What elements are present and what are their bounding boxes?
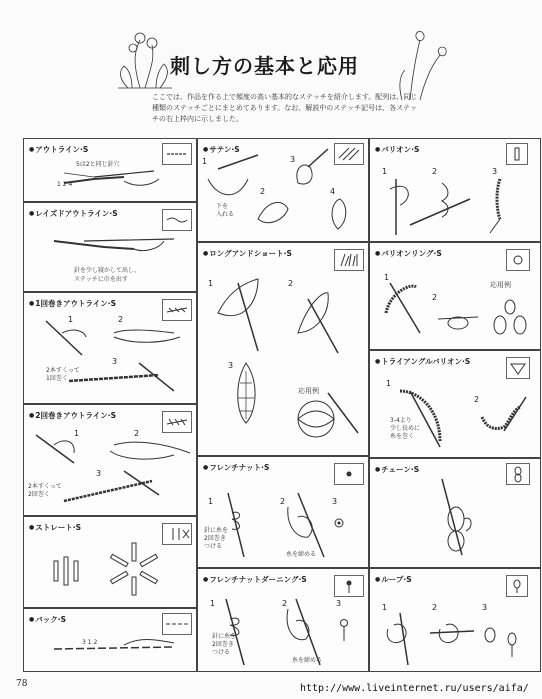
long-short-diagram bbox=[198, 243, 370, 457]
instruction-note-4: 糸を締める bbox=[292, 657, 323, 664]
panel-title: ● バリオン·S bbox=[375, 144, 419, 155]
panel-title: ● レイズドアウトライン·S bbox=[29, 208, 118, 219]
instruction-note-2: 2回巻き bbox=[212, 641, 234, 648]
panel-one-wrap-outline bbox=[23, 292, 197, 404]
panel-title: ● バック·S bbox=[29, 614, 66, 625]
applied-example-label: 応用例 bbox=[490, 281, 511, 289]
bullion-ring-diagram bbox=[370, 243, 542, 351]
instruction-note-4: 糸を締める bbox=[286, 551, 317, 558]
panel-title: ● サテン·S bbox=[203, 144, 240, 155]
page-number: 78 bbox=[16, 679, 28, 689]
panel-title: ● チェーン·S bbox=[375, 464, 419, 475]
instruction-note-2: ステッチに巾を出す bbox=[74, 276, 128, 283]
chain-stitch-diagram bbox=[370, 459, 542, 569]
stitch-numbers: 3 1 2 bbox=[82, 639, 98, 646]
step-number-2: 2 bbox=[134, 429, 140, 438]
step-number-2: 2 bbox=[280, 497, 286, 506]
step-number-1: 1 bbox=[68, 315, 74, 324]
source-url[interactable]: http://www.liveinternet.ru/users/aifa/ bbox=[300, 683, 529, 694]
step-number-4: 4 bbox=[330, 187, 336, 196]
step-number-3: 3 bbox=[96, 469, 102, 478]
panel-title: ● フレンチナットダーニング·S bbox=[203, 574, 307, 585]
step-number-1: 1 bbox=[202, 157, 208, 166]
panel-two-wrap-outline bbox=[23, 404, 197, 516]
step-number-2: 2 bbox=[474, 395, 480, 404]
step-number-1: 1 bbox=[210, 599, 216, 608]
panel-long-and-short-stitch bbox=[197, 242, 369, 456]
step-number-2: 2 bbox=[282, 599, 288, 608]
step-number-3: 3 bbox=[482, 603, 488, 612]
panel-raised-outline-stitch bbox=[23, 202, 197, 292]
step-number-1: 1 bbox=[208, 497, 214, 506]
step-number-2: 2 bbox=[118, 315, 124, 324]
step-number-3: 3 bbox=[336, 599, 342, 608]
step-number-3: 3 bbox=[332, 497, 338, 506]
step-number-1: 1 bbox=[382, 167, 388, 176]
step-number-3: 3 bbox=[290, 155, 296, 164]
panel-bullion-ring bbox=[369, 242, 541, 350]
applied-example-label: 応用例 bbox=[298, 387, 319, 395]
instruction-note-3: つける bbox=[212, 649, 231, 656]
instruction-note-1: 2本すくって bbox=[28, 483, 62, 490]
instruction-note-3: つける bbox=[204, 543, 223, 550]
instruction-note: 5は2と同じ針穴 bbox=[76, 161, 120, 168]
panel-french-knot bbox=[197, 456, 369, 568]
instruction-note-1: 2本すくって bbox=[46, 367, 80, 374]
stitch-numbers: 1 2 4 bbox=[57, 181, 73, 188]
instruction-note-2: 1回巻く bbox=[46, 375, 68, 382]
instruction-note-1: 針に糸を bbox=[204, 527, 229, 534]
panel-title: ● ロングアンドショート·S bbox=[203, 248, 292, 259]
instruction-note-2: 少し長めに bbox=[390, 425, 421, 432]
step-number-1: 1 bbox=[382, 603, 388, 612]
step-number-1: 1 bbox=[386, 379, 392, 388]
panel-title: ● トライアングルバリオン·S bbox=[375, 356, 470, 367]
straight-stitch-diagram bbox=[24, 517, 198, 609]
panel-title: ● 1回巻きアウトライン·S bbox=[29, 298, 116, 309]
step-number-2: 2 bbox=[432, 603, 438, 612]
outline-stitch-diagram bbox=[24, 139, 198, 203]
triangle-bullion-diagram bbox=[370, 351, 542, 459]
step-number-1: 1 bbox=[384, 273, 390, 282]
instruction-note-1: 下を bbox=[216, 203, 229, 210]
instruction-note-3: 糸を巻く bbox=[390, 433, 415, 440]
instruction-note-2: 2回巻く bbox=[28, 491, 50, 498]
panel-triangle-bullion bbox=[369, 350, 541, 458]
back-stitch-diagram bbox=[24, 609, 198, 673]
instruction-note-2: 入れる bbox=[216, 211, 235, 218]
step-number-1: 1 bbox=[208, 279, 214, 288]
page-title: 刺し方の基本と応用 bbox=[170, 54, 359, 78]
two-wrap-diagram bbox=[24, 405, 198, 517]
panel-loop-stitch bbox=[369, 568, 541, 672]
panel-back-stitch bbox=[23, 608, 197, 672]
panel-title: ● フレンチナット·S bbox=[203, 462, 269, 473]
instruction-note-1: 3-4より bbox=[390, 417, 412, 424]
panel-title: ● バリオンリング·S bbox=[375, 248, 442, 259]
step-number-2: 2 bbox=[432, 167, 438, 176]
instruction-note-2: 2回巻き bbox=[204, 535, 226, 542]
bullion-stitch-diagram bbox=[370, 139, 542, 243]
step-number-3: 3 bbox=[228, 361, 234, 370]
panel-title: ● ループ·S bbox=[375, 574, 412, 585]
panel-title: ● 2回巻きアウトライン·S bbox=[29, 410, 116, 421]
panel-bullion-stitch bbox=[369, 138, 541, 242]
step-number-1: 1 bbox=[74, 429, 80, 438]
step-number-2: 2 bbox=[288, 279, 294, 288]
panel-straight-stitch bbox=[23, 516, 197, 608]
intro-text: ここでは、作品を作る上で頻度の高い基本的なステッチを紹介します。配列は、同じ種類のステッチごとにまとめてあります。なお、解説中のステッチ記号は、各ステッチの右上枠内に示しました。 bbox=[152, 93, 418, 123]
panel-chain-stitch bbox=[369, 458, 541, 568]
step-number-2: 2 bbox=[260, 187, 266, 196]
panel-satin-stitch bbox=[197, 138, 369, 242]
loop-stitch-diagram bbox=[370, 569, 542, 673]
panel-french-knot-darning bbox=[197, 568, 369, 672]
step-number-3: 3 bbox=[112, 357, 118, 366]
panel-title: ● ストレート·S bbox=[29, 522, 81, 533]
step-number-2: 2 bbox=[432, 293, 438, 302]
satin-stitch-diagram bbox=[198, 139, 370, 243]
french-darning-diagram bbox=[198, 569, 370, 673]
step-number-3: 3 bbox=[492, 167, 498, 176]
instruction-note-1: 針を少し寝かして出し、 bbox=[74, 267, 141, 274]
french-knot-diagram bbox=[198, 457, 370, 569]
panel-title: ● アウトライン·S bbox=[29, 144, 88, 155]
panel-outline-stitch bbox=[23, 138, 197, 202]
instruction-note-1: 針に糸を bbox=[212, 633, 237, 640]
one-wrap-diagram bbox=[24, 293, 198, 405]
